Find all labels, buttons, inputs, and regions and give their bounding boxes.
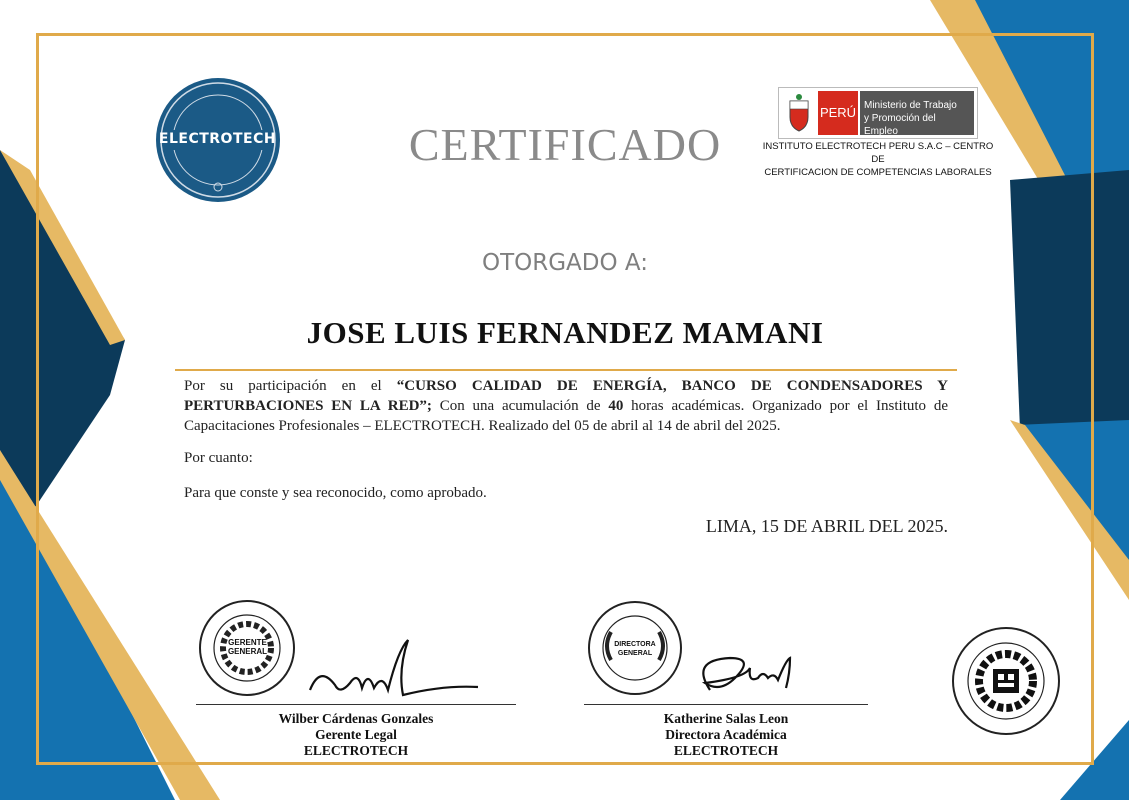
institute-line1: INSTITUTO ELECTROTECH PERU S.A.C – CENTRO DE (762, 141, 994, 165)
name-underline (175, 369, 957, 371)
logo-text: ELECTROTECH (158, 131, 277, 147)
ministry-line2: y Promoción del Empleo (864, 113, 936, 137)
ministry-logo (778, 87, 978, 139)
course-name: “CURSO CALIDAD DE ENERGÍA, BANCO DE CONDENSADORES Y PERTURBACIONES EN LA RED”; (184, 378, 948, 414)
coat-of-arms-icon (782, 91, 816, 135)
electrotech-logo (150, 75, 285, 205)
signatory-title: Directora Académica (665, 727, 787, 742)
signatory-1 (216, 711, 496, 759)
seal-role-line1: GERENTE (228, 638, 267, 647)
certificate-title: CERTIFICADO (408, 119, 722, 170)
institution-seal (948, 625, 1064, 737)
signatory-name: Katherine Salas Leon (663, 711, 789, 726)
recipient-name: JOSE LUIS FERNANDEZ MAMANI (306, 315, 824, 350)
signature-line-1 (196, 704, 516, 705)
seal-gerente (195, 598, 300, 698)
institute-line2: CERTIFICACION DE COMPETENCIAS LABORALES (764, 167, 992, 178)
seal-role-line1: DIRECTORA (614, 641, 656, 648)
institute-caption (762, 140, 994, 179)
signatory-2 (596, 711, 856, 759)
course-hours: 40 (608, 398, 624, 414)
ministry-name (860, 91, 974, 135)
body-accum-post: horas académicas. Organizado por el Instituto de Capacitaciones Profesionales – ELECTROTECH. Realizado del 05 de abril al 14 de abril del 2025. (184, 398, 948, 434)
seal-role-line2: GENERAL (617, 650, 653, 657)
signatory-org: ELECTROTECH (673, 743, 779, 758)
peru-label: PERÚ (818, 91, 858, 135)
closing-text: Para que conste y sea reconocido, como aprobado. (184, 485, 487, 501)
signature-wilber (300, 635, 480, 705)
por-cuanto: Por cuanto: (184, 450, 253, 466)
ministry-line1: Ministerio de Trabajo (864, 100, 957, 111)
body-intro: Por su participación en el (184, 378, 397, 394)
awarded-label: OTORGADO A: (482, 250, 648, 276)
seal-directora (585, 598, 685, 698)
signatory-org: ELECTROTECH (303, 743, 409, 758)
signature-line-2 (584, 704, 868, 705)
body-accum-pre: Con una acumulación de (431, 398, 609, 414)
signatory-name: Wilber Cárdenas Gonzales (278, 711, 434, 726)
signature-katherine (680, 640, 820, 705)
place-date: LIMA, 15 DE ABRIL DEL 2025. (705, 516, 948, 536)
certificate-body (184, 376, 948, 436)
signatory-title: Gerente Legal (315, 727, 397, 742)
seal-role-line2: GENERAL (227, 647, 268, 656)
